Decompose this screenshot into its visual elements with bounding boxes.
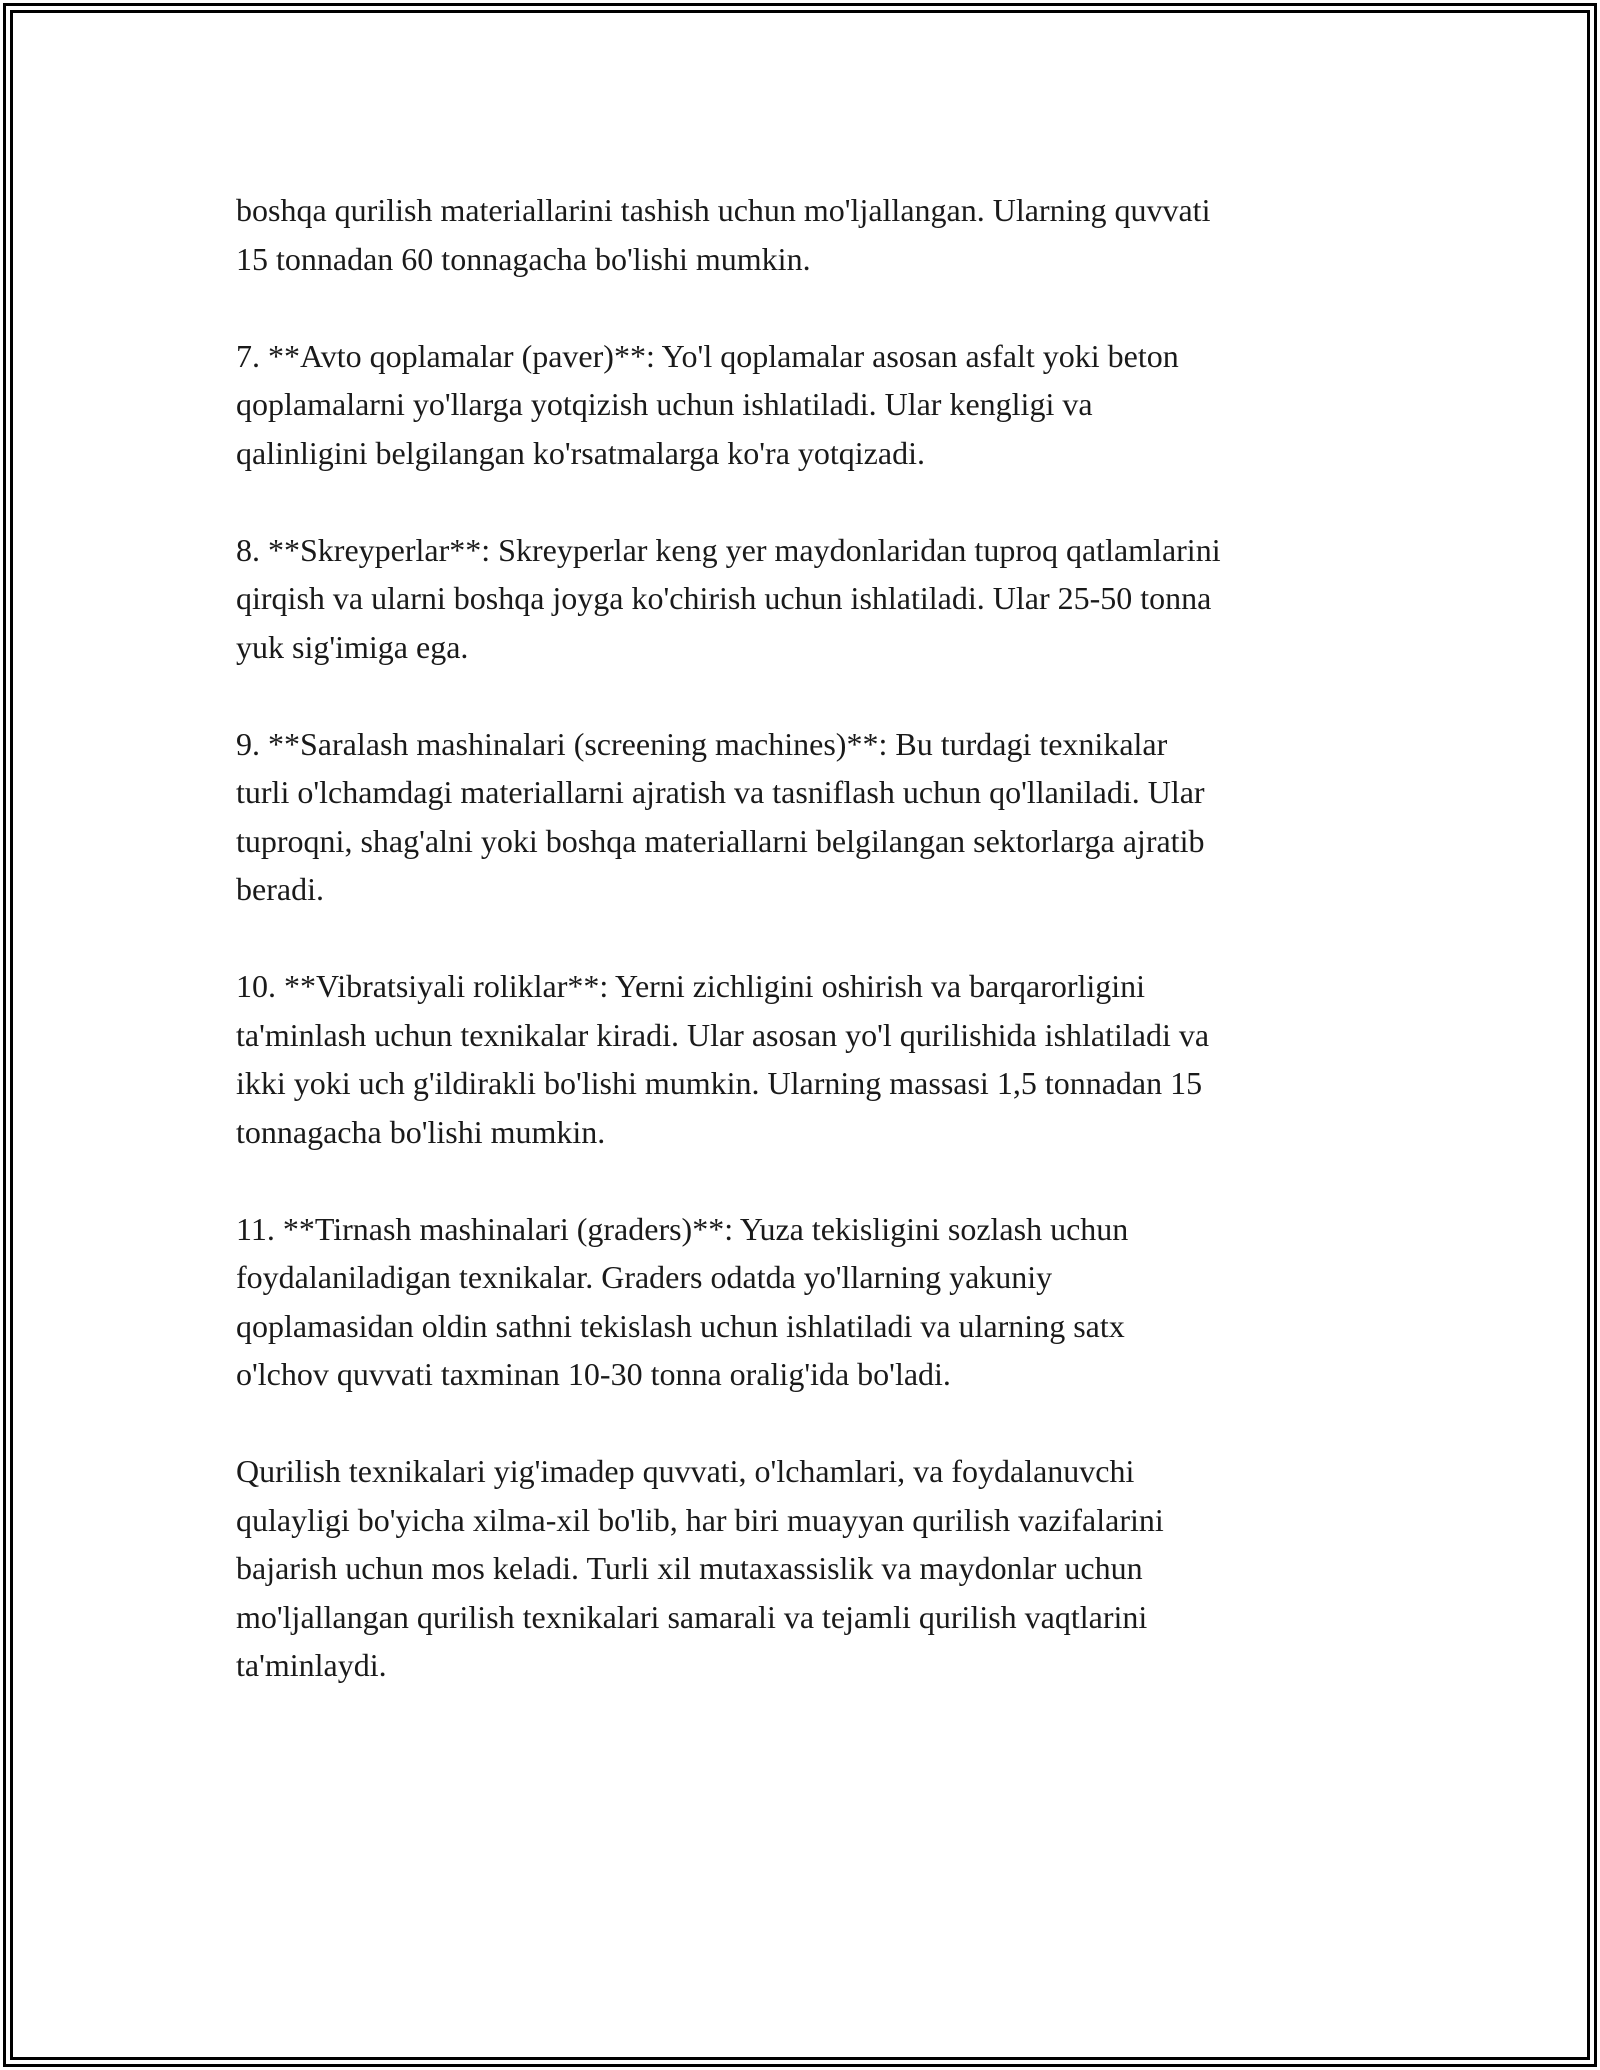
document-body — [236, 186, 1376, 1690]
paragraph-item-7-paver: 7. **Avto qoplamalar (paver)**: Yo'l qoplamalar asosan asfalt yoki beton qoplamalarni yo'llarga yotqizish uchun ishlatiladi. Ular kengligi va qalinligini belgilangan ko'rsatmalarga ko'ra yotqizadi. — [236, 337, 1179, 471]
paragraph-item-10-rollers: 10. **Vibratsiyali roliklar**: Yerni zichligini oshirish va barqarorligini ta'minlash uchun texnikalar kiradi. Ular asosan yo'l qurilishida ishlatiladi va ikki yoki uch g'ildirakli bo'lishi mumkin. Ularning massasi 1,5 tonnadan 15 tonnagacha bo'lishi mumkin. — [236, 968, 1210, 1150]
paragraph-continuation: boshqa qurilish materiallarini tashish uchun mo'ljallangan. Ularning quvvati 15 tonnadan 60 tonnagacha bo'lishi mumkin. — [236, 192, 1211, 277]
paragraph-item-11-graders: 11. **Tirnash mashinalari (graders)**: Yuza tekisligini sozlash uchun foydalaniladigan texnikalar. Graders odatda yo'llarning yakuniy qoplamasidan oldin sathni tekislash uchun ishlatiladi va ularning satx o'lchov quvvati taxminan 10-30 tonna oralig'ida bo'ladi. — [236, 1210, 1129, 1392]
paragraph-item-8-scrapers: 8. **Skreyperlar**: Skreyperlar keng yer maydonlaridan tuproq qatlamlarini qirqish va ularni boshqa joyga ko'chirish uchun ishlatiladi. Ular 25-50 tonna yuk sig'imiga ega. — [236, 531, 1221, 665]
paragraph-item-9-screening: 9. **Saralash mashinalari (screening machines)**: Bu turdagi texnikalar turli o'lchamdagi materiallarni ajratish va tasniflash uchun qo'llaniladi. Ular tuproqni, shag'alni yoki boshqa materiallarni belgilangan sektorlarga ajratib beradi. — [236, 725, 1205, 907]
paragraph-conclusion: Qurilish texnikalari yig'imadep quvvati, o'lchamlari, va foydalanuvchi qulayligi bo'yicha xilma-xil bo'lib, har biri muayyan qurilish vazifalarini bajarish uchun mos keladi. Turli xil mutaxassislik va maydonlar uchun mo'ljallangan qurilish texnikalari samarali va tejamli qurilish vaqtlarini ta'minlaydi. — [236, 1453, 1164, 1683]
